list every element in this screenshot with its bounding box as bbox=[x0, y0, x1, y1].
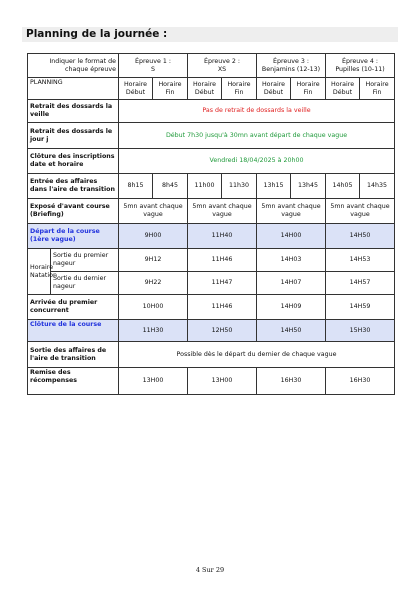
expose-cell: 5mn avant chaque vague bbox=[326, 199, 395, 224]
depart-row bbox=[28, 224, 395, 249]
sortie-dernier-cell: 11H47 bbox=[188, 272, 257, 295]
expose-row bbox=[28, 199, 395, 224]
expose-cell: 5mn avant chaque vague bbox=[119, 199, 188, 224]
retrait-jour-label: Retrait des dossards le jour j bbox=[28, 123, 119, 149]
cloture-course-row bbox=[28, 320, 395, 342]
horaire-fin-4: Horaire Fin bbox=[360, 78, 395, 100]
horaire-debut-3: Horaire Début bbox=[257, 78, 291, 100]
arrivee-cell: 11H46 bbox=[188, 295, 257, 320]
remise-cell: 16H30 bbox=[257, 368, 326, 395]
cloture-value: Vendredi 18/04/2025 à 20h00 bbox=[119, 149, 395, 174]
depart-cell: 11H40 bbox=[188, 224, 257, 249]
epreuve-4-header: Épreuve 4 : Pupilles (10-11) bbox=[326, 54, 395, 78]
entree-cell: 14h05 bbox=[326, 174, 360, 199]
sortie-dernier-row bbox=[28, 272, 395, 295]
horaire-fin-2: Horaire Fin bbox=[222, 78, 257, 100]
depart-label: Départ de la course (1ère vague) bbox=[28, 224, 119, 249]
cloture-course-cell: 12H50 bbox=[188, 320, 257, 342]
retrait-veille-row bbox=[28, 100, 395, 123]
sortie-affaires-label: Sortie des affaires de l'aire de transition bbox=[28, 342, 119, 368]
sortie-premier-cell: 9H12 bbox=[119, 249, 188, 272]
retrait-veille-value: Pas de retrait de dossards la veille bbox=[119, 100, 395, 123]
expose-label: Exposé d'avant course (Briefing) bbox=[28, 199, 119, 224]
depart-cell: 9H00 bbox=[119, 224, 188, 249]
format-instruction: Indiquer le format de chaque épreuve bbox=[28, 54, 119, 78]
entree-cell: 13h15 bbox=[257, 174, 291, 199]
header-row bbox=[28, 54, 395, 78]
sortie-premier-label: Sortie du premier nageur bbox=[51, 249, 119, 272]
retrait-jour-value: Début 7h30 jusqu'à 30mn avant départ de chaque vague bbox=[119, 123, 395, 149]
depart-cell: 14H50 bbox=[326, 224, 395, 249]
page-title: Planning de la journée : bbox=[22, 27, 398, 42]
horaire-fin-1: Horaire Fin bbox=[153, 78, 188, 100]
depart-cell: 14H00 bbox=[257, 224, 326, 249]
retrait-jour-row bbox=[28, 123, 395, 149]
arrivee-cell: 14H09 bbox=[257, 295, 326, 320]
entree-cell: 8h45 bbox=[153, 174, 188, 199]
cloture-course-cell: 14H50 bbox=[257, 320, 326, 342]
sortie-premier-cell: 11H46 bbox=[188, 249, 257, 272]
entree-cell: 11h00 bbox=[188, 174, 222, 199]
remise-label: Remise des récompenses bbox=[28, 368, 119, 395]
sortie-dernier-cell: 9H22 bbox=[119, 272, 188, 295]
entree-cell: 13h45 bbox=[291, 174, 326, 199]
cloture-course-label: Clôture de la course bbox=[28, 320, 119, 342]
epreuve-2-header: Épreuve 2 : XS bbox=[188, 54, 257, 78]
sortie-premier-cell: 14H03 bbox=[257, 249, 326, 272]
entree-row bbox=[28, 174, 395, 199]
cloture-row bbox=[28, 149, 395, 174]
sortie-dernier-cell: 14H57 bbox=[326, 272, 395, 295]
sortie-affaires-row bbox=[28, 342, 395, 368]
sortie-premier-cell: 14H53 bbox=[326, 249, 395, 272]
sortie-dernier-cell: 14H07 bbox=[257, 272, 326, 295]
horaire-debut-4: Horaire Début bbox=[326, 78, 360, 100]
planning-label: PLANNING bbox=[28, 78, 119, 100]
remise-row bbox=[28, 368, 395, 395]
horaire-debut-1: Horaire Début bbox=[119, 78, 153, 100]
sortie-affaires-value: Possible dès le départ du dernier de chaque vague bbox=[119, 342, 395, 368]
planning-table bbox=[27, 53, 395, 395]
horaire-fin-3: Horaire Fin bbox=[291, 78, 326, 100]
remise-cell: 13H00 bbox=[119, 368, 188, 395]
planning-row bbox=[28, 78, 395, 100]
page-number: 4 Sur 29 bbox=[195, 566, 225, 574]
expose-cell: 5mn avant chaque vague bbox=[257, 199, 326, 224]
entree-cell: 11h30 bbox=[222, 174, 257, 199]
entree-cell: 14h35 bbox=[360, 174, 395, 199]
expose-cell: 5mn avant chaque vague bbox=[188, 199, 257, 224]
cloture-course-cell: 11H30 bbox=[119, 320, 188, 342]
arrivee-label: Arrivée du premier concurrent bbox=[28, 295, 119, 320]
horaire-debut-2: Horaire Début bbox=[188, 78, 222, 100]
cloture-label: Clôture des inscriptions date et horaire bbox=[28, 149, 119, 174]
sortie-dernier-label: Sortie du dernier nageur bbox=[51, 272, 119, 295]
entree-cell: 8h15 bbox=[119, 174, 153, 199]
cloture-course-cell: 15H30 bbox=[326, 320, 395, 342]
sortie-premier-row bbox=[28, 249, 395, 272]
arrivee-cell: 14H59 bbox=[326, 295, 395, 320]
retrait-veille-label: Retrait des dossards la veille bbox=[28, 100, 119, 123]
epreuve-1-header: Épreuve 1 : S bbox=[119, 54, 188, 78]
epreuve-3-header: Épreuve 3 : Benjamins (12-13) bbox=[257, 54, 326, 78]
remise-cell: 16H30 bbox=[326, 368, 395, 395]
horaire-natation-label: Horaire Natation bbox=[28, 249, 51, 295]
entree-label: Entrée des affaires dans l'aire de transition bbox=[28, 174, 119, 199]
arrivee-row bbox=[28, 295, 395, 320]
arrivee-cell: 10H00 bbox=[119, 295, 188, 320]
remise-cell: 13H00 bbox=[188, 368, 257, 395]
